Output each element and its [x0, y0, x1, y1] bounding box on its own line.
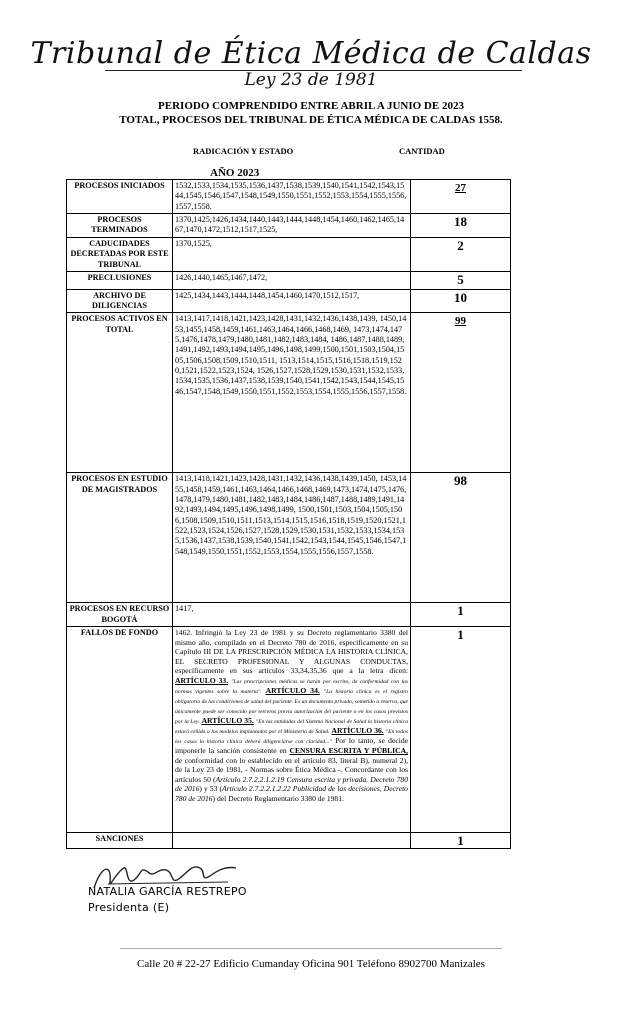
- article-33-title: ARTÍCULO 33.: [175, 676, 229, 686]
- fallo-intro: 1462. Infringió la Ley 23 de 1981 y su Decreto reglamentario 3380 del mismo año, compilado en el Decreto 780 de 2016, específicamente en su Capítulo III DE LA PRESCRIPCIÓN MÉDICA LA HISTORIA CLÍNICA, EL SECRETO PROFESIONAL Y ALGUNAS CONDUCTAS, específicamente en sus artículos 33,34,35,36 que a la letra dicen:: [175, 628, 408, 676]
- row-label: PROCESOS EN ESTUDIO DE MAGISTRADOS: [67, 473, 173, 603]
- article-34-quote: "La historia clínica es el registro obligatorio de las condiciones de salud del paciente. Es un documento privado, sometido a reserva, que únicamente puede ser conocido por terceros previa autorización del paciente o en los casos previstos por la Ley.: [175, 689, 408, 726]
- table-row: [67, 603, 511, 627]
- article-36-quote: "En todos los casos la historia clínica deberá diligenciarse con claridad...": [175, 729, 408, 746]
- sanction-text-a: Por lo tanto, se decide imponerle la sanción consistente en: [175, 736, 408, 756]
- table-row: [67, 238, 511, 272]
- row-count: 98: [411, 473, 511, 603]
- row-count: 18: [411, 214, 511, 238]
- row-count: 1: [411, 603, 511, 627]
- article-35-quote: "En las entidades del Sistema Nacional de Salud la historia clínica estará ceñida a los modelos implantados por el Ministerio de Salud.: [175, 719, 409, 736]
- article-33-quote: "Las prescripciones médicas se harán por escrito, de conformidad con las normas vigentes sobre la materia".: [175, 679, 408, 696]
- footer-rule: [120, 948, 502, 949]
- row-count: 10: [411, 289, 511, 313]
- row-label: PROCESOS EN RECURSO BOGOTÁ: [67, 603, 173, 627]
- table-row: [67, 473, 511, 603]
- row-count: 2: [411, 238, 511, 272]
- table-row: [67, 271, 511, 289]
- period-line-2: TOTAL, PROCESOS DEL TRIBUNAL DE ÉTICA MÉDICA DE CALDAS 1558.: [119, 114, 503, 126]
- row-count: 1: [411, 627, 511, 833]
- table-row: [67, 627, 511, 833]
- article-35-title: ARTÍCULO 35.: [201, 716, 254, 726]
- row-label: CADUCIDADES DECRETADAS POR ESTE TRIBUNAL: [67, 238, 173, 272]
- row-numbers: 1426,1440,1465,1467,1472,: [173, 271, 411, 289]
- row-numbers: 1425,1434,1443,1444,1448,1454,1460,1470,1512,1517,: [173, 289, 411, 313]
- row-count: 5: [411, 271, 511, 289]
- table-row: [67, 214, 511, 238]
- signer-role: Presidenta (E): [88, 901, 170, 914]
- law-subtitle: Ley 23 de 1981: [244, 70, 378, 90]
- article-36-title: ARTÍCULO 36.: [331, 726, 384, 736]
- footer-address: Calle 20 # 22-27 Edificio Cumanday Oficina 901 Teléfono 8902700 Manizales: [137, 958, 485, 970]
- row-count: 1: [411, 833, 511, 849]
- fallo-text: [173, 627, 411, 833]
- signer-name: NATALIA GARCÍA RESTREPO: [88, 885, 247, 898]
- table-row: [67, 313, 511, 473]
- table-row: [67, 289, 511, 313]
- sanction-text-b: de conformidad con lo establecido en el artículo 83, literal B), numeral 2), de la Ley 23 de 1981, - Normas sobre Ética Médica -. Concordante con los artículos 50 (: [175, 755, 408, 784]
- period-line-1: PERIODO COMPRENDIDO ENTRE ABRIL A JUNIO DE 2023: [158, 100, 464, 112]
- row-numbers: 1532,1533,1534,1535,1536,1437,1538,1539,1540,1541,1542,1543,1544,1545,1546,1547,1548,1549,1550,1551,1552,1553,1554,1555,1556,1557,1558.: [173, 180, 411, 214]
- row-numbers: [173, 833, 411, 849]
- year-label: AÑO 2023: [210, 167, 260, 179]
- column-header-cantidad: CANTIDAD: [399, 146, 445, 156]
- row-label: FALLOS DE FONDO: [67, 627, 173, 833]
- row-numbers: 1413,1418,1421,1423,1428,1431,1432,1436,1438,1439,1450, 1453,1455,1458,1459,1461,1463,1464,1466,1468,1469,1473,1474,1475,1476,1478,1479,1480,1481,1482,1483,1484,1486,1487,1488,1489,1491,1492,1493,1494,1495,1496,1498,1499, 1500,1501,1503,1504,1505,1506,1508,1509,1510,1511,1513,1514,1515,1516,1518,1519,1520,1521,1522,1523,1524,1526,1527,1528,1529,1530,1531,1532,1533,1534,1535,1536,1437,1538,1539,1540,1541,1542,1543,1544,1545,1546,1547,1548,1549,1550,1551,1552,1553,1554,1555,1556,1557,1558.: [173, 473, 411, 603]
- row-label: PRECLUSIONES: [67, 271, 173, 289]
- sanction-ref-2: Artículo 2.7.2.2.1.2.22 Publicidad de las decisiones, Decreto 780 de 2016: [175, 784, 408, 804]
- row-numbers: 1417,: [173, 603, 411, 627]
- row-numbers: 1413,1417,1418,1421,1423,1428,1431,1432,1436,1438,1439, 1450,1453,1455,1458,1459,1461,1463,1464,1466,1468,1469, 1473,1474,1475,1476,1478,1479,1480,1481,1482,1483,1484, 1486,1487,1488,1489,1491,1492,1493,1494,1495,1496,1498,1499,1500,1501,1503,1504,1505,1506,1508,1509,1510,1511, 1513,1514,1515,1516,1518,1519,1520,1521,1522,1523,1524, 1526,1527,1528,1529,1530,1531,1532,1533,1534,1535,1536,1437,1538,1539,1540,1541,1542,1543,1544,1545,1546,1547,1548,1549,1550,1551,1552,1553,1554,1555,1556,1557,1558.: [173, 313, 411, 473]
- row-label: PROCESOS ACTIVOS EN TOTAL: [67, 313, 173, 473]
- row-label: PROCESOS INICIADOS: [67, 180, 173, 214]
- sanction-text-d: ) del Decreto Reglamentario 3380 de 1981.: [212, 794, 344, 804]
- row-count: 99: [411, 313, 511, 473]
- row-label: SANCIONES: [67, 833, 173, 849]
- row-numbers: 1370,1425,1426,1434,1440,1443,1444,1448,1454,1460,1462,1465,1467,1470,1472,1512,1517,1525,: [173, 214, 411, 238]
- tribunal-title: Tribunal de Ética Médica de Caldas: [30, 36, 592, 71]
- period-heading: [0, 99, 622, 127]
- table-row: [67, 180, 511, 214]
- process-table: [66, 179, 511, 849]
- sanction-ref-1: Artículo 2.7.2.2.1.2.19 Censura escrita y privada. Decreto 780 de 2016: [175, 774, 408, 794]
- row-label: ARCHIVO DE DILIGENCIAS: [67, 289, 173, 313]
- row-numbers: 1370,1525,: [173, 238, 411, 272]
- sanction-type: CENSURA ESCRITA Y PÚBLICA,: [289, 746, 408, 756]
- row-count: 27: [411, 180, 511, 214]
- table-row: [67, 833, 511, 849]
- article-34-title: ARTÍCULO 34.: [265, 686, 320, 696]
- column-header-radicacion: RADICACIÓN Y ESTADO: [193, 146, 294, 156]
- sanction-text-c: ) y 53 (: [199, 784, 222, 794]
- row-label: PROCESOS TERMINADOS: [67, 214, 173, 238]
